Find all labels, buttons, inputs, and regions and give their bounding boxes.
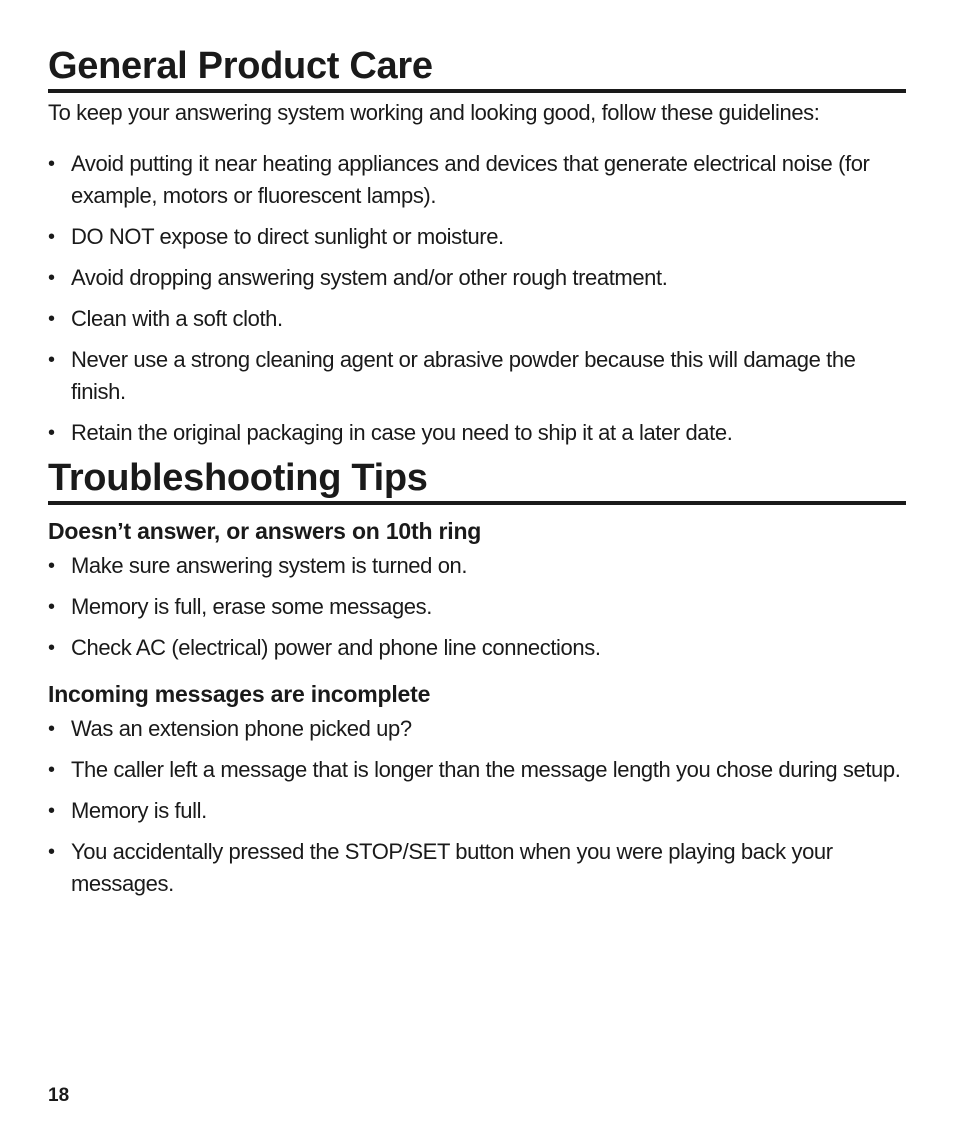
care-intro-text: To keep your answering system working and looking good, follow these guidelines: [48, 100, 820, 125]
list-item [48, 262, 906, 294]
list-item [48, 417, 906, 449]
list-item [48, 795, 906, 827]
page-title-troubleshooting-tips: Troubleshooting Tips [48, 458, 906, 505]
bullet-icon: • [48, 267, 55, 289]
bullet-icon: • [48, 841, 55, 863]
list-item [48, 713, 906, 745]
subheading-no-answer: Doesn’t answer, or answers on 10th ring [48, 518, 482, 544]
list-item [48, 591, 906, 623]
bullet-icon: • [48, 308, 55, 330]
list-item-text: You accidentally pressed the STOP/SET button when you were playing back your messages. [71, 839, 833, 896]
bullet-icon: • [48, 555, 55, 577]
list-item [48, 632, 906, 664]
bullet-icon: • [48, 596, 55, 618]
bullet-icon: • [48, 637, 55, 659]
incomplete-messages-tips-list [48, 713, 906, 909]
no-answer-tips-list [48, 550, 906, 673]
list-item-text: Avoid putting it near heating appliances and devices that generate electrical noise (for example, motors or fluorescent lamps). [71, 151, 870, 208]
list-item [48, 754, 906, 786]
page-number: 18 [48, 1085, 70, 1106]
list-item [48, 836, 906, 900]
bullet-icon: • [48, 153, 55, 175]
list-item-text: Memory is full. [71, 798, 207, 823]
bullet-icon: • [48, 349, 55, 371]
bullet-icon: • [48, 422, 55, 444]
list-item-text: Check AC (electrical) power and phone line connections. [71, 635, 601, 660]
bullet-icon: • [48, 226, 55, 248]
list-item-text: Retain the original packaging in case you need to ship it at a later date. [71, 420, 733, 445]
list-item-text: DO NOT expose to direct sunlight or moisture. [71, 224, 504, 249]
list-item [48, 303, 906, 335]
bullet-icon: • [48, 800, 55, 822]
page-title-general-product-care: General Product Care [48, 46, 906, 93]
list-item-text: Was an extension phone picked up? [71, 716, 412, 741]
bullet-icon: • [48, 718, 55, 740]
list-item-text: Clean with a soft cloth. [71, 306, 283, 331]
list-item-text: Memory is full, erase some messages. [71, 594, 432, 619]
manual-page [48, 0, 906, 1145]
list-item-text: Make sure answering system is turned on. [71, 553, 468, 578]
list-item [48, 221, 906, 253]
list-item [48, 550, 906, 582]
list-item-text: Avoid dropping answering system and/or other rough treatment. [71, 265, 668, 290]
subheading-incomplete-messages: Incoming messages are incomplete [48, 681, 431, 707]
list-item-text: The caller left a message that is longer than the message length you chose during setup. [71, 757, 901, 782]
list-item [48, 148, 906, 212]
list-item-text: Never use a strong cleaning agent or abrasive powder because this will damage the finish. [71, 347, 856, 404]
care-guidelines-list [48, 148, 906, 458]
bullet-icon: • [48, 759, 55, 781]
list-item [48, 344, 906, 408]
